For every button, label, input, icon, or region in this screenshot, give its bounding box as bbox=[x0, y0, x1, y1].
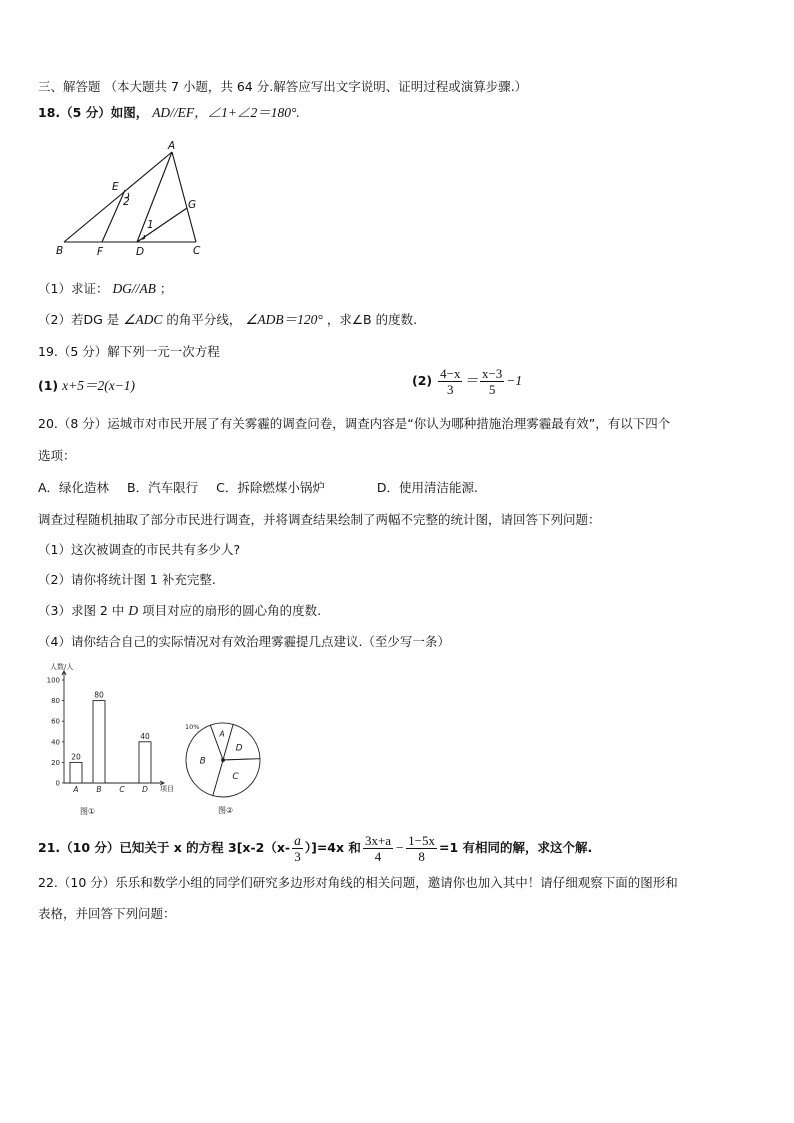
bar-ytick-label: 100 bbox=[46, 676, 60, 685]
label-D: D bbox=[136, 246, 145, 258]
q18-part2 bbox=[38, 311, 417, 329]
bar-data-label: 20 bbox=[71, 752, 81, 762]
q21-frac2 bbox=[363, 833, 393, 864]
bar-ylabel: 人数/人 bbox=[50, 663, 74, 671]
label-F: F bbox=[97, 246, 104, 258]
bar-xlabel: 项目 bbox=[160, 785, 174, 793]
q20-option-b: B．汽车限行 bbox=[127, 480, 199, 495]
q21-frac3-den: 8 bbox=[418, 849, 425, 864]
bar-ytick-label: 20 bbox=[51, 758, 60, 767]
bar-ytick-label: 40 bbox=[51, 738, 60, 747]
q19-eq1-label: (1) bbox=[38, 378, 59, 393]
q18-part1-prefix: （1）求证： bbox=[38, 281, 109, 296]
q19-eq2-den1: 3 bbox=[447, 382, 454, 397]
q20-sub1: （1）这次被调查的市民共有多少人? bbox=[38, 542, 241, 557]
label-C: C bbox=[193, 245, 201, 257]
bar-A bbox=[70, 762, 82, 783]
label-G: G bbox=[188, 199, 197, 211]
bar-category-label: D bbox=[142, 785, 148, 794]
bar-ytick-label: 0 bbox=[55, 779, 60, 788]
pie-label-C: C bbox=[232, 772, 239, 783]
q19-eq2-den2: 5 bbox=[488, 382, 496, 397]
q21-minus: − bbox=[395, 840, 405, 855]
q18-head: 18.（5 分）如图， bbox=[38, 105, 149, 120]
q20-option-d: D．使用清洁能源. bbox=[376, 480, 478, 495]
label-E: E bbox=[112, 181, 119, 193]
bar-category-label: C bbox=[119, 785, 125, 794]
q19-eq1-math: x+5＝2(x−1) bbox=[62, 378, 136, 393]
q19-eq2-tail: −1 bbox=[506, 373, 523, 388]
q19-equation-1 bbox=[38, 377, 135, 395]
q20-sub3 bbox=[38, 602, 321, 620]
q19-equation-2 bbox=[412, 366, 522, 397]
q18-part2-prefix: （2）若DG 是 bbox=[38, 312, 120, 327]
q21-frac2-den: 4 bbox=[374, 849, 382, 864]
q20-bar-chart bbox=[36, 660, 186, 818]
q18-part2-math2: ∠ADB＝120° bbox=[245, 312, 323, 327]
bar-ytick-label: 60 bbox=[51, 717, 60, 726]
q20-pie-chart bbox=[178, 712, 268, 818]
q18-condition: AD//EF，∠1+∠2＝180°. bbox=[152, 105, 300, 120]
q18-part1 bbox=[38, 280, 172, 298]
bar-category-label: A bbox=[73, 785, 79, 794]
pie-annotation: 10% bbox=[185, 723, 200, 731]
q21-line bbox=[38, 833, 592, 864]
q20-sub3-suffix: 项目对应的扇形的圆心角的度数. bbox=[142, 603, 322, 618]
pie-center-dot bbox=[222, 759, 225, 762]
q19-eq2-equals: ＝ bbox=[464, 373, 478, 388]
q18-geometry-figure bbox=[50, 138, 220, 260]
q20-sub3-math: D bbox=[128, 603, 139, 618]
pie-label-B: B bbox=[199, 756, 206, 767]
q20-options bbox=[38, 479, 478, 497]
q18-part2-suffix: ，求∠B 的度数. bbox=[326, 312, 418, 327]
fig1-caption: 图① bbox=[80, 807, 96, 816]
q21-frac1-num: a bbox=[294, 833, 301, 848]
q18-heading bbox=[38, 104, 300, 122]
section-header: 三、解答题 （本大题共 7 小题，共 64 分.解答应写出文字说明、证明过程或演算步骤.） bbox=[38, 79, 528, 94]
q20-line3: 调查过程随机抽取了部分市民进行调查，并将调查结果绘制了两幅不完整的统计图，请回答下列问题： bbox=[38, 512, 601, 527]
bar-ytick-label: 80 bbox=[51, 697, 60, 706]
bar-B bbox=[93, 701, 105, 783]
bar-data-label: 40 bbox=[140, 731, 150, 741]
label-angle-2: 2 bbox=[123, 196, 130, 208]
q22-line1: 22.（10 分）乐乐和数学小组的同学们研究多边形对角线的相关问题，邀请你也加入其中！请仔细观察下面的图形和 bbox=[38, 875, 678, 890]
q19-eq2-num2: x−3 bbox=[481, 366, 503, 381]
q20-sub4: （4）请你结合自己的实际情况对有效治理雾霾提几点建议.（至少写一条） bbox=[38, 634, 450, 649]
pie-label-D: D bbox=[235, 743, 243, 754]
fig2-caption: 图② bbox=[218, 806, 234, 815]
q19-eq2-frac1 bbox=[438, 366, 462, 397]
q19-eq2-label: (2) bbox=[412, 373, 433, 388]
q18-part2-mid: 的角平分线， bbox=[166, 312, 242, 327]
q19-eq2-num1: 4−x bbox=[440, 366, 461, 381]
q20-sub2: （2）请你将统计图 1 补充完整. bbox=[38, 572, 216, 587]
bar-category-label: B bbox=[96, 785, 102, 794]
q20-option-a: A．绿化造林 bbox=[38, 480, 110, 495]
pie-label-A: A bbox=[219, 729, 225, 739]
q21-frac3-num: 1−5x bbox=[408, 833, 436, 848]
bar-data-label: 80 bbox=[94, 690, 104, 700]
q21-frac1-den: 3 bbox=[294, 849, 301, 864]
q19-heading: 19.（5 分）解下列一元一次方程 bbox=[38, 344, 220, 359]
q21-frac3 bbox=[406, 833, 437, 864]
bar-D bbox=[139, 742, 151, 783]
q20-option-c: C．拆除燃煤小锅炉 bbox=[216, 480, 325, 495]
q20-sub3-prefix: （3）求图 2 中 bbox=[38, 603, 125, 618]
q21-frac1 bbox=[292, 833, 303, 864]
q21-prefix: 21.（10 分）已知关于 x 的方程 3[x-2（x- bbox=[38, 840, 291, 855]
q22-line2: 表格，并回答下列问题： bbox=[38, 906, 176, 921]
q18-part1-math: DG//AB bbox=[112, 281, 156, 296]
q20-line2: 选项： bbox=[38, 448, 76, 463]
q19-eq2-frac2 bbox=[480, 366, 504, 397]
q21-mid: ）]=4x 和 bbox=[304, 840, 361, 855]
q18-part2-math1: ∠ADC bbox=[123, 312, 163, 327]
q21-frac2-num: 3x+a bbox=[364, 833, 392, 848]
q18-part1-suffix: ； bbox=[159, 281, 173, 296]
label-angle-1: 1 bbox=[147, 219, 154, 231]
q20-line1: 20.（8 分）运城市对市民开展了有关雾霾的调查问卷，调查内容是“你认为哪种措施治理雾霾最有效”，有以下四个 bbox=[38, 416, 671, 431]
label-A: A bbox=[168, 140, 176, 152]
q21-suffix: =1 有相同的解，求这个解. bbox=[439, 840, 593, 855]
label-B: B bbox=[56, 245, 64, 257]
